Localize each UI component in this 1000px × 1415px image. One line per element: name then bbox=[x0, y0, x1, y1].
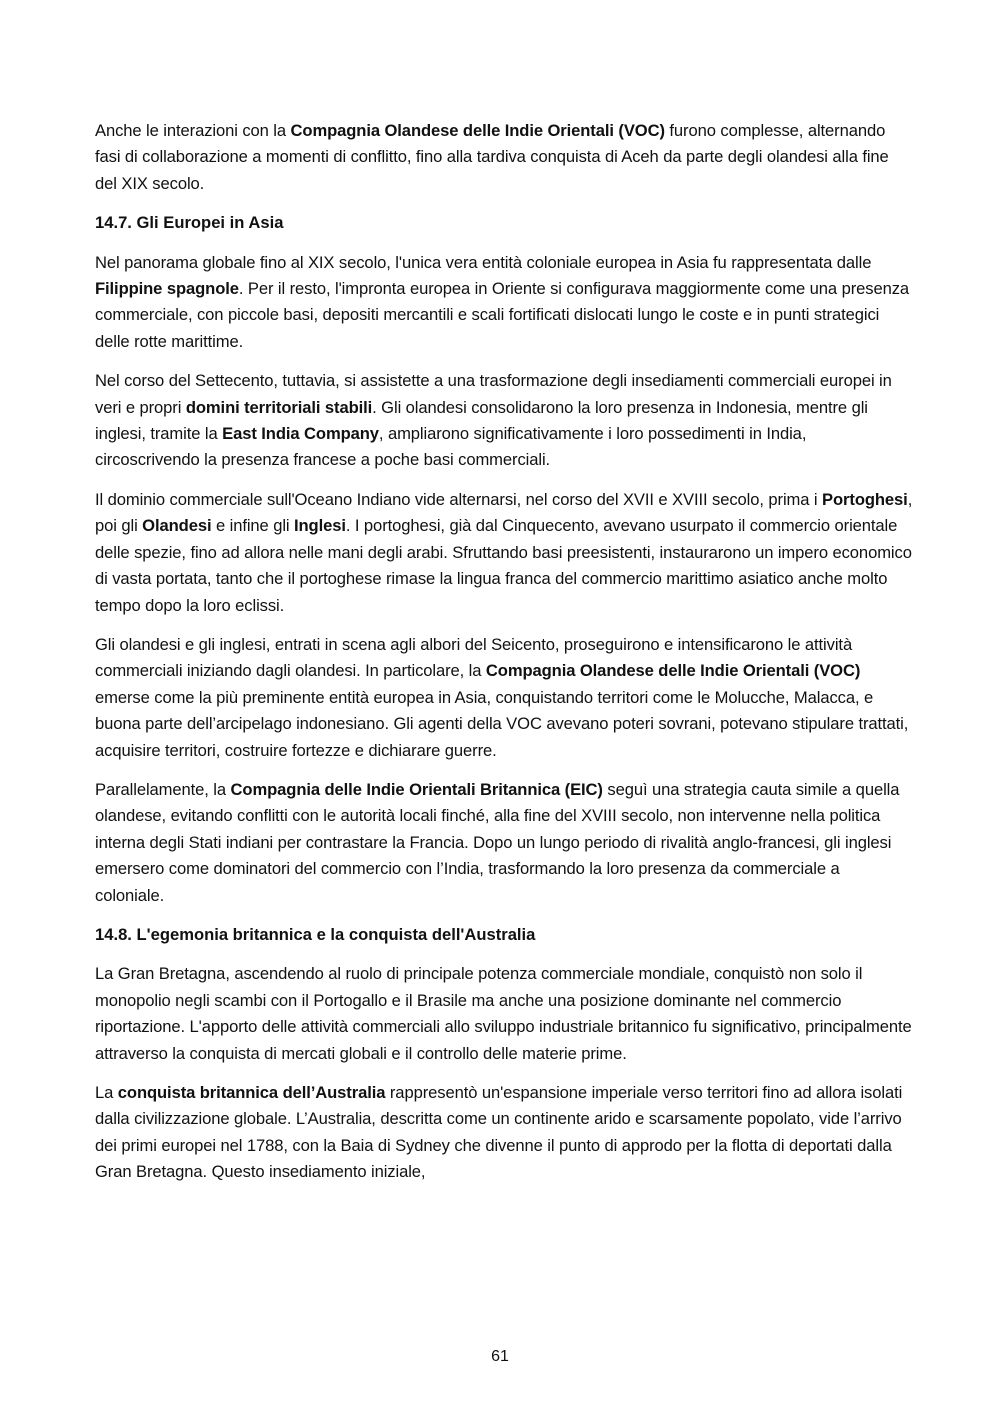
text-run: La Gran Bretagna, ascendendo al ruolo di principale potenza commerciale mondiale, conquistò non solo il monopolio negli scambi con il Portogallo e il Brasile ma anche una posizione dominante nel commercio riportazione. L'apporto delle attività commerciali allo sviluppo industriale britannico fu significativo, principalmente attraverso la conquista di mercati globali e il controllo delle materie prime. bbox=[95, 964, 912, 1063]
text-run: , ampliarono significativamente i loro possedimenti in India, circoscrivendo la presenza francese a poche basi commerciali. bbox=[95, 424, 807, 470]
paragraph bbox=[95, 777, 913, 909]
bold-text: Compagnia Olandese delle Indie Orientali (VOC) bbox=[290, 121, 665, 140]
text-run: Il dominio commerciale sull'Oceano Indiano vide alternarsi, nel corso del XVII e XVIII secolo, prima i bbox=[95, 489, 823, 509]
bold-text: Olandesi bbox=[142, 516, 212, 536]
paragraph bbox=[95, 368, 913, 474]
bold-text: Portoghesi bbox=[822, 489, 908, 509]
text-run: seguì una strategia cauta simile a quella olandese, evitando conflitti con le autorità locali finché, alla fine del XVIII secolo, non intervenne nella politica interna degli Stati indiani per contrastare la Francia. Dopo un lungo periodo di rivalità anglo-francesi, gli inglesi emersero come dominatori del commercio con l’India, trasformando la loro presenza da commerciale a coloniale. bbox=[95, 779, 900, 905]
text-run: Nel corso del Settecento, tuttavia, si assistette a una trasformazione degli insediamenti commerciali europei in veri e propri bbox=[95, 371, 892, 417]
bold-text: East India Company bbox=[222, 424, 379, 444]
text-run: . Per il resto, l'impronta europea in Oriente si configurava maggiormente come una presenza commerciale, con piccole basi, depositi mercantili e scali fortificati dislocati lungo le coste e in punti strategici delle rotte marittime. bbox=[95, 279, 910, 351]
text-run: emerse come la più preminente entità europea in Asia, conquistando territori come le Molucche, Malacca, e buona parte dell’arcipelago indonesiano. Gli agenti della VOC avevano poteri sovrani, potevano stipulare trattati, acquisire territori, costruire fortezze e dichiarare guerre. bbox=[95, 687, 909, 760]
text-run: furono complesse, alternando fasi di collaborazione a momenti di conflitto, fino alla tardiva conquista di Aceh da parte degli olandesi alla fine del XIX secolo. bbox=[95, 121, 889, 193]
text-run: Nel panorama globale fino al XIX secolo, l'unica vera entità coloniale europea in Asia fu rappresentata dalle bbox=[95, 252, 872, 272]
bold-text: Compagnia Olandese delle Indie Orientali (VOC) bbox=[485, 661, 861, 681]
text-run: . Gli olandesi consolidarono la loro presenza in Indonesia, mentre gli inglesi, tramite la bbox=[95, 397, 868, 444]
text-run: , poi gli bbox=[95, 489, 913, 536]
document-body bbox=[95, 118, 913, 1199]
bold-text: Compagnia delle Indie Orientali Britannica (EIC) bbox=[230, 779, 603, 799]
text-run: rappresentò un'espansione imperiale verso territori fino ad allora isolati dalla civilizzazione globale. L’Australia, descritta come un continente arido e scarsamente popolato, vide l’arrivo dei primi europei nel 1788, con la Baia di Sydney che divenne il punto di approdo per la flotta di deportati dalla Gran Bretagna. Questo insediamento iniziale, bbox=[95, 1083, 903, 1182]
paragraph bbox=[95, 118, 913, 197]
paragraph bbox=[95, 961, 913, 1067]
bold-text: Inglesi bbox=[294, 516, 346, 536]
bold-text: conquista britannica dell’Australia bbox=[117, 1083, 386, 1102]
text-run: Parallelamente, la bbox=[95, 779, 231, 799]
text-run: La bbox=[95, 1083, 118, 1102]
text-run: 14.8. L'egemonia britannica e la conquista dell'Australia bbox=[95, 924, 536, 944]
text-run: Gli olandesi e gli inglesi, entrati in scena agli albori del Seicento, proseguirono e intensificarono le attività commerciali iniziando dagli olandesi. In particolare, la bbox=[95, 634, 853, 681]
text-run: Anche le interazioni con la bbox=[95, 121, 291, 140]
bold-text: domini territoriali stabili bbox=[185, 397, 373, 417]
section-heading bbox=[95, 210, 913, 236]
paragraph bbox=[95, 250, 913, 356]
text-run: 14.7. Gli Europei in Asia bbox=[95, 213, 284, 233]
text-run: . I portoghesi, già dal Cinquecento, avevano usurpato il commercio orientale delle spezie, fino ad allora nelle mani degli arabi. Sfruttando basi preesistenti, instaurarono un impero economico di vasta portata, tanto che il portoghese rimase la lingua franca del commercio marittimo asiatico anche molto tempo dopo la loro eclissi. bbox=[95, 516, 912, 615]
paragraph bbox=[95, 1080, 913, 1186]
paragraph bbox=[95, 632, 913, 764]
bold-text: Filippine spagnole bbox=[95, 279, 239, 299]
paragraph bbox=[95, 487, 913, 619]
section-heading bbox=[95, 922, 913, 948]
text-run: e infine gli bbox=[211, 516, 295, 536]
page-number: 61 bbox=[491, 1348, 509, 1365]
